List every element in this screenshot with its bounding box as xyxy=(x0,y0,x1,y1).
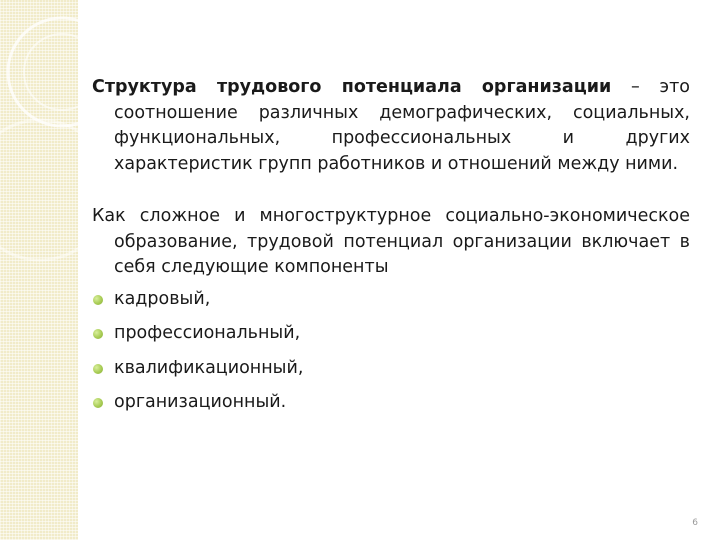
components-list xyxy=(92,287,690,416)
bullet-icon xyxy=(93,329,103,339)
list-item-label: организационный. xyxy=(114,392,287,412)
list-item xyxy=(92,390,690,416)
bullet-icon xyxy=(93,295,103,305)
slide-content xyxy=(92,75,690,425)
list-item-label: квалификационный, xyxy=(114,357,304,378)
list-item xyxy=(92,356,690,382)
list-item-label: профессиональный, xyxy=(114,323,301,343)
components-intro-paragraph: Как сложное и многоструктурное социально-экономическое образование, трудовой потенциал организации включает в себя следующие компоненты xyxy=(92,206,690,277)
decorative-circles xyxy=(0,0,78,540)
list-item xyxy=(92,321,690,347)
definition-term: Структура трудового потенциала организации xyxy=(92,77,612,97)
definition-paragraph xyxy=(92,75,690,177)
page-number: 6 xyxy=(692,518,698,528)
bullet-icon xyxy=(93,398,103,408)
list-item-label: кадровый, xyxy=(114,288,211,309)
list-item xyxy=(92,287,690,313)
bullet-icon xyxy=(93,364,103,374)
decorative-side-strip xyxy=(0,0,78,540)
definition-text: – это соотношение различных демографических, социальных, функциональных, профессиональных и других характеристик групп работников и отношений между ними. xyxy=(114,77,690,174)
